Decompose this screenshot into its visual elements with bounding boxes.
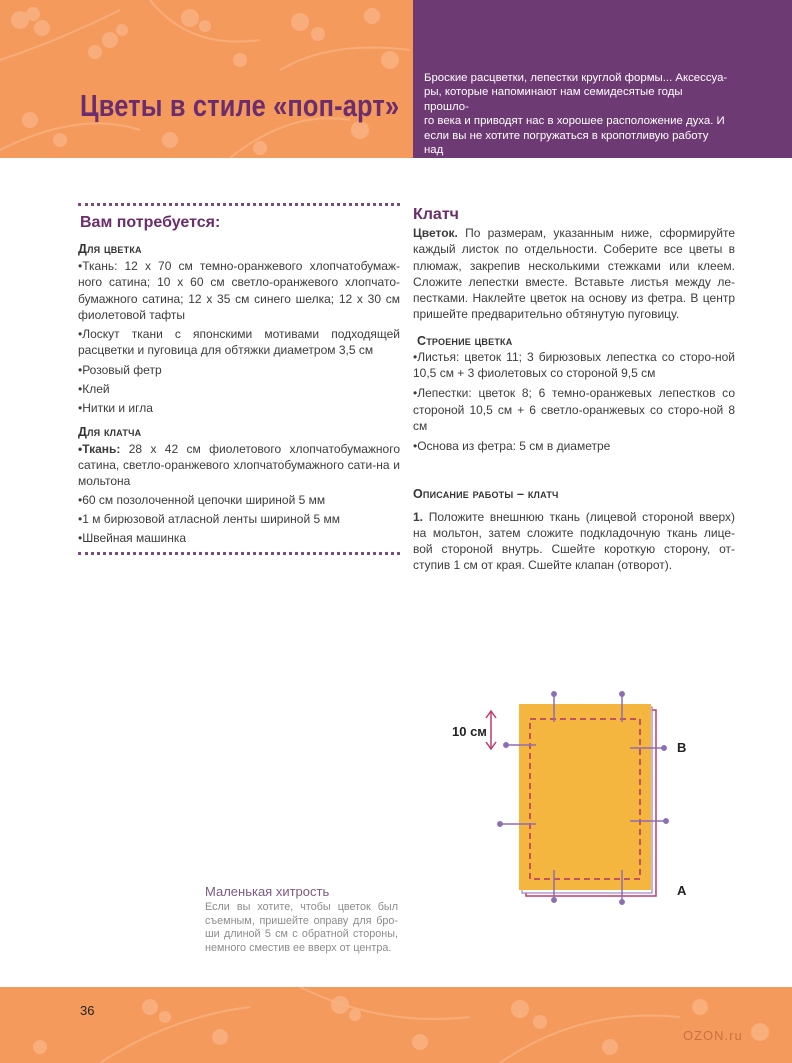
material-item: • Розовый фетр — [78, 362, 400, 378]
work-heading: Описание работы – клатч — [413, 486, 559, 501]
material-item: • Ткань: 12 x 70 см темно-оранжевого хлопчатобумаж-ного сатина; 10 x 60 см светло-оранжевого хлопчато-бумажного сатина; 12 x 35 см синего шелка; 12 x 30 см фиолетовой тафты — [78, 258, 400, 323]
materials-title: Вам потребуется: — [80, 214, 221, 231]
structure-item: • Основа из фетра: 5 см в диаметре — [413, 438, 735, 454]
step-text: Положите внешнюю ткань (лицевой стороной вверх) на мольтон, затем сложите подкладочную ткань лице-вой стороной внутрь. Сшейте короткую сторону, от-ступив 1 см от края. Сшейте клапан (отворот). — [413, 509, 735, 573]
clutch-materials-heading: Для клатча — [78, 424, 142, 439]
clutch-diagram — [440, 690, 700, 920]
blossom-pattern — [0, 0, 413, 158]
label-b: B — [677, 740, 687, 755]
fabric-label: •Ткань: — [78, 441, 121, 456]
flower-label: Цветок. — [413, 226, 458, 240]
measure-label: 10 см — [452, 724, 487, 739]
material-item: • Нитки и игла — [78, 400, 400, 416]
material-item: • Клей — [78, 381, 400, 397]
intro-text — [424, 71, 730, 186]
structure-heading: Строение цветка — [417, 333, 513, 348]
dotted-divider — [78, 203, 400, 206]
materials-section — [78, 203, 400, 555]
blossom-pattern — [0, 987, 792, 1063]
label-a: A — [677, 883, 687, 898]
flower-materials-heading: Для цветка — [78, 242, 142, 256]
clutch-title: Клатч — [413, 206, 459, 223]
tip-title: Маленькая хитрость — [205, 884, 330, 899]
measure-arrow — [486, 711, 496, 749]
header-orange-band — [0, 0, 413, 158]
intro-line: если вы не хотите погружаться в кропотливую работу над — [424, 129, 709, 157]
material-item: • 1 м бирюзовой атласной ленты шириной 5 мм — [78, 511, 400, 527]
dotted-divider — [78, 552, 400, 555]
intro-line: го века и приводят нас в хорошее расположение духа. И — [424, 115, 725, 128]
flower-instructions — [413, 225, 735, 323]
structure-item: • Листья: цветок 11; 3 бирюзовых лепестка со сторо-ной 10,5 см + 3 фиолетовых со стороной 9,5 см — [413, 349, 735, 382]
intro-line: сумочкой-клатчем, то можете использовать такой цветок — [424, 158, 725, 171]
material-item — [78, 441, 400, 490]
fabric-text: 28 x 42 см фиолетового хлопчатобумажного сатина, светло-оранжевого хлопчатобумажного сати-на и мольтона — [78, 441, 400, 489]
intro-line: Броские расцветки, лепестки круглой формы... Аксессуа- — [424, 72, 728, 84]
page-title: Цветы в стиле «поп-арт» — [80, 88, 400, 123]
step-number: 1. — [413, 509, 424, 524]
intro-line: ры, которые напоминают нам семидесятые годы прошло- — [424, 86, 683, 113]
flower-text: По размерам, указанным ниже, сформируйте каждый листок по отдельности. Соберите все цветы в плюмаж, закрепив несколькими стежками или клеем. Сложите лепестки вместе. Вставьте листья между ле-пестками. Наклейте цветок на основу из фетра. В центр пришейте предварительно обтянутую пуговицу. — [413, 226, 735, 322]
clutch-section — [413, 206, 735, 574]
footer-orange-band — [0, 987, 792, 1063]
structure-item: • Лепестки: цветок 8; 6 темно-оранжевых лепестков со стороной 10,5 см + 6 светло-оранжевых со сторо-ной 8 см — [413, 385, 735, 434]
step-1 — [413, 509, 735, 574]
outer-fabric — [519, 704, 651, 890]
material-item: • Швейная машинка — [78, 530, 400, 546]
material-item: • Лоскут ткани с японскими мотивами подходящей расцветки и пуговица для обтяжки диаметром 3,5 см — [78, 326, 400, 359]
intro-line: в качестве броши. — [424, 172, 521, 185]
tip-text: Если вы хотите, чтобы цветок был съемным, пришейте оправу для бро-ши длиной 5 см с обратной стороны, немного сместив ее вверх от центра. — [205, 901, 398, 954]
watermark: OZON.ru — [683, 1028, 743, 1043]
material-item: • 60 см позолоченной цепочки шириной 5 мм — [78, 492, 400, 508]
page-number: 36 — [80, 1003, 95, 1018]
